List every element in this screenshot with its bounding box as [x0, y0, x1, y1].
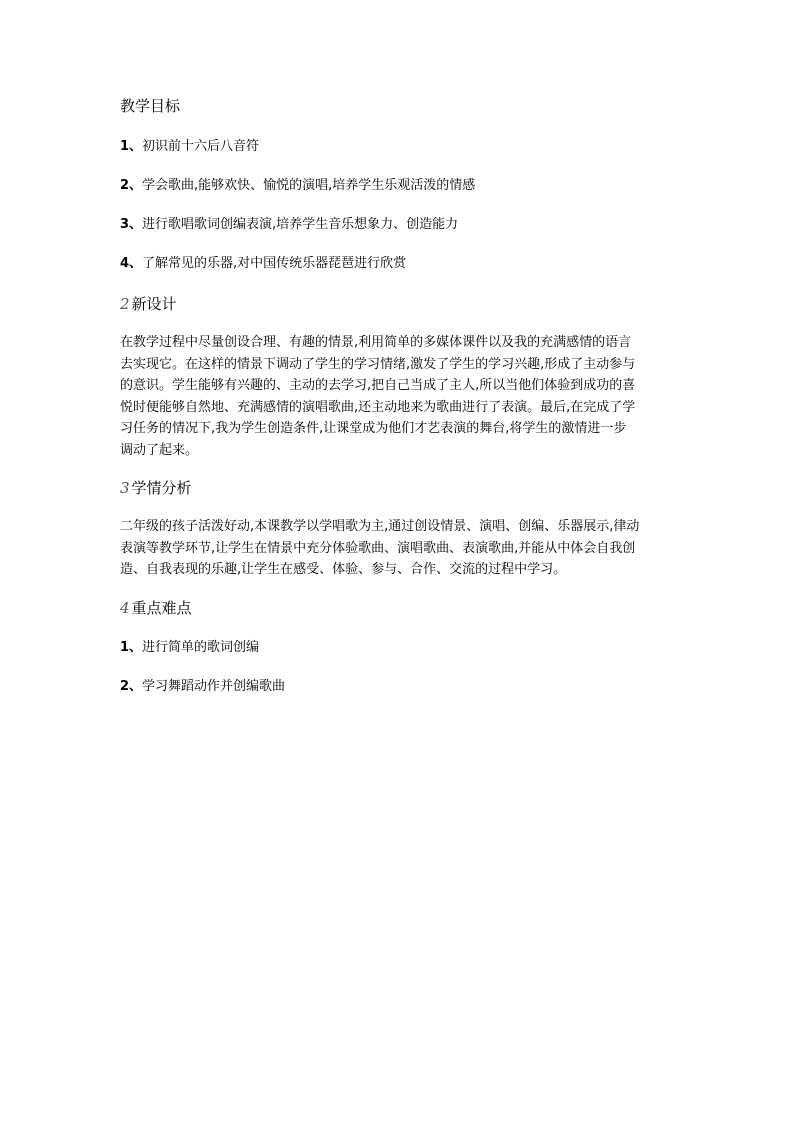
paragraph-line: 的意识。学生能够有兴趣的、主动的去学习,把自己当成了主人,所以当他们体验到成功的喜	[120, 378, 636, 393]
item-text: 学习舞蹈动作并创编歌曲	[142, 679, 286, 694]
goal-item-3	[120, 216, 458, 234]
paragraph-line: 表演等教学环节,让学生在情景中充分体验歌曲、演唱歌曲、表演歌曲,并能从中体会自我创	[120, 540, 636, 556]
paragraph-line: 习任务的情况下,我为学生创造条件,让课堂成为他们才艺表演的舞台,将学生的激情进一步	[120, 421, 627, 436]
heading-title: 学情分析	[131, 479, 192, 497]
item-text: 进行简单的歌词创编	[142, 640, 260, 655]
paragraph-line: 造、自我表现的乐趣,让学生在感受、体验、参与、合作、交流的过程中学习。	[120, 562, 567, 577]
keypoint-item-2	[120, 678, 285, 696]
heading-title: 重点难点	[131, 599, 192, 617]
heading-number: 3	[120, 479, 130, 497]
item-index: 1、	[120, 640, 143, 655]
item-text: 初识前十六后八音符	[142, 139, 260, 154]
paragraph-line: 调动了起来。	[120, 442, 199, 458]
keypoint-item-1	[120, 639, 259, 657]
item-text: 进行歌唱歌词创编表演,培养学生音乐想象力、创造能力	[142, 217, 459, 232]
goal-item-1	[120, 138, 259, 156]
item-index: 2、	[120, 178, 143, 193]
paragraph-new-design	[120, 332, 680, 461]
heading-number: 2	[120, 295, 130, 313]
heading-teaching-goals	[120, 96, 180, 116]
goal-item-2	[120, 177, 475, 195]
heading-key-difficulties	[120, 598, 192, 618]
paragraph-line: 去实现它。在这样的情景下调动了学生的学习情绪,激发了学生的学习兴趣,形成了主动参与	[120, 356, 636, 372]
paragraph-line: 在教学过程中尽量创设合理、有趣的情景,利用简单的多媒体课件以及我的充满感情的语言	[120, 335, 632, 350]
paragraph-line: 二年级的孩子活泼好动,本课教学以学唱歌为主,通过创设情景、演唱、创编、乐器展示,律动	[120, 519, 640, 534]
item-index: 2、	[120, 679, 143, 694]
item-index: 4、	[120, 256, 143, 271]
heading-title: 新设计	[131, 295, 177, 313]
goal-item-4	[120, 255, 406, 273]
heading-new-design	[120, 294, 177, 314]
item-index: 1、	[120, 139, 143, 154]
paragraph-line: 悦时便能够自然地、充满感情的演唱歌曲,还主动地来为歌曲进行了表演。最后,在完成了学	[120, 399, 636, 415]
item-text: 学会歌曲,能够欢快、愉悦的演唱,培养学生乐观活泼的情感	[142, 178, 476, 193]
heading-student-analysis	[120, 478, 192, 498]
item-text: 了解常见的乐器,对中国传统乐器琵琶进行欣赏	[142, 256, 407, 271]
item-index: 3、	[120, 217, 143, 232]
paragraph-student-analysis	[120, 516, 680, 581]
heading-number: 4	[120, 599, 130, 617]
heading-title: 教学目标	[120, 97, 181, 115]
